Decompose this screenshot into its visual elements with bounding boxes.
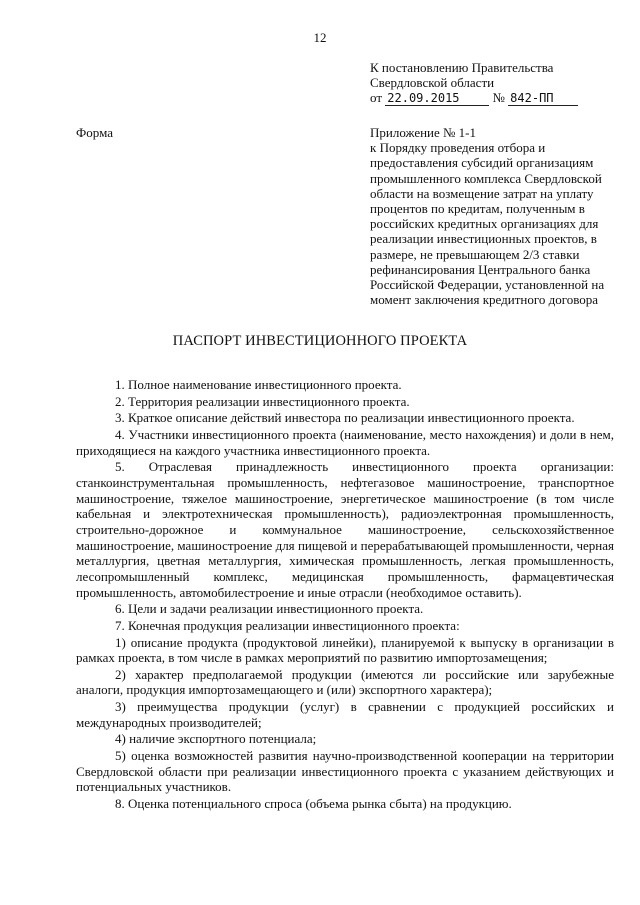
appendix-line: промышленного комплекса Свердловской [370, 170, 602, 186]
appendix-line: Российской Федерации, установленной на [370, 277, 605, 293]
form-label: Форма [76, 125, 113, 140]
paragraph: 1) описание продукта (продуктовой линейки), планируемой к выпуску в организации в рамках проекта, в том числе в рамках мероприятий по развитию импортозамещения; [76, 634, 614, 666]
paragraph: 2. Территория реализации инвестиционного проекта. [115, 393, 410, 409]
resolution-reference [370, 60, 620, 106]
paragraph: 5. Отраслевая принадлежность инвестиционного проекта организации: станкоинструментальная промышленность, нефтегазовое машиностроение, транспортное машиностроение, тяжелое машиностроение, энергетическое машиностроение (в том числе кабельная и электротехническая промышленность), радиоэлектронная промышленность, строительно-дорожное и коммунальное машиностроение, сельскохозяйственное машиностроение, машиностроение для пищевой и перерабатывающей промышленности, черная металлургия, цветная металлургия, химическая промышленность, легкая промышленность, лесопромышленный комплекс, медицинская промышленность, фармацевтическая промышленность, автомобилестроение и иные отрасли (необходимое оставить). [76, 459, 614, 600]
paragraph: 1. Полное наименование инвестиционного проекта. [115, 377, 402, 392]
paragraph: 5) оценка возможностей развития научно-производственной кооперации на территории Свердловской области при реализации инвестиционного проекта с указанием действующих и потенциальных участников. [76, 748, 614, 795]
resolution-ref-line-2: Свердловской области [370, 75, 495, 90]
appendix-line: к Порядку проведения отбора и [370, 140, 546, 156]
appendix-line: российских кредитных организациях для [370, 216, 599, 232]
number-prefix: № [492, 90, 505, 105]
paragraph: 2) характер предполагаемой продукции (имеются ли российские или зарубежные аналоги, продукция импортозамещающего и (или) экспортного характера); [76, 666, 614, 698]
appendix-line: области на возмещение затрат на уплату [370, 185, 594, 201]
appendix-line: момент заключения кредитного договора [370, 292, 599, 308]
appendix-line: предоставления субсидий организациям [370, 155, 594, 171]
resolution-ref-line-1: К постановлению Правительства [370, 60, 554, 75]
paragraph: 8. Оценка потенциального спроса (объема рынка сбыта) на продукцию. [115, 796, 512, 812]
paragraph: 3. Краткое описание действий инвестора по реализации инвестиционного проекта. [115, 410, 575, 426]
appendix-line: размере, не превышающем 2/3 ставки [370, 246, 580, 262]
document-body [76, 377, 614, 813]
paragraph: 6. Цели и задачи реализации инвестиционного проекта. [115, 601, 424, 617]
page-number: 12 [313, 30, 327, 45]
appendix-line: рефинансирования Центрального банка [370, 261, 591, 277]
resolution-number: 842-ПП [508, 92, 578, 106]
appendix-line: процентов по кредитам, полученным в [370, 201, 585, 217]
paragraph: 4) наличие экспортного потенциала; [115, 731, 317, 747]
appendix-header [370, 125, 620, 307]
paragraph: 4. Участники инвестиционного проекта (наименование, место нахождения) и доли в нем, приходящиеся на каждого участника инвестиционного проекта. [76, 426, 614, 458]
paragraph: 7. Конечная продукция реализации инвестиционного проекта: [115, 617, 460, 633]
appendix-line: реализации инвестиционных проектов, в [370, 231, 597, 247]
resolution-ref-date-line [370, 90, 620, 106]
document-title: ПАСПОРТ ИНВЕСТИЦИОННОГО ПРОЕКТА [172, 333, 468, 349]
appendix-line: Приложение № 1-1 [370, 125, 477, 140]
resolution-date: 22.09.2015 [385, 92, 489, 106]
paragraph: 3) преимущества продукции (услуг) в сравнении с продукцией российских и международных производителей; [76, 699, 614, 730]
date-prefix: от [370, 90, 383, 105]
